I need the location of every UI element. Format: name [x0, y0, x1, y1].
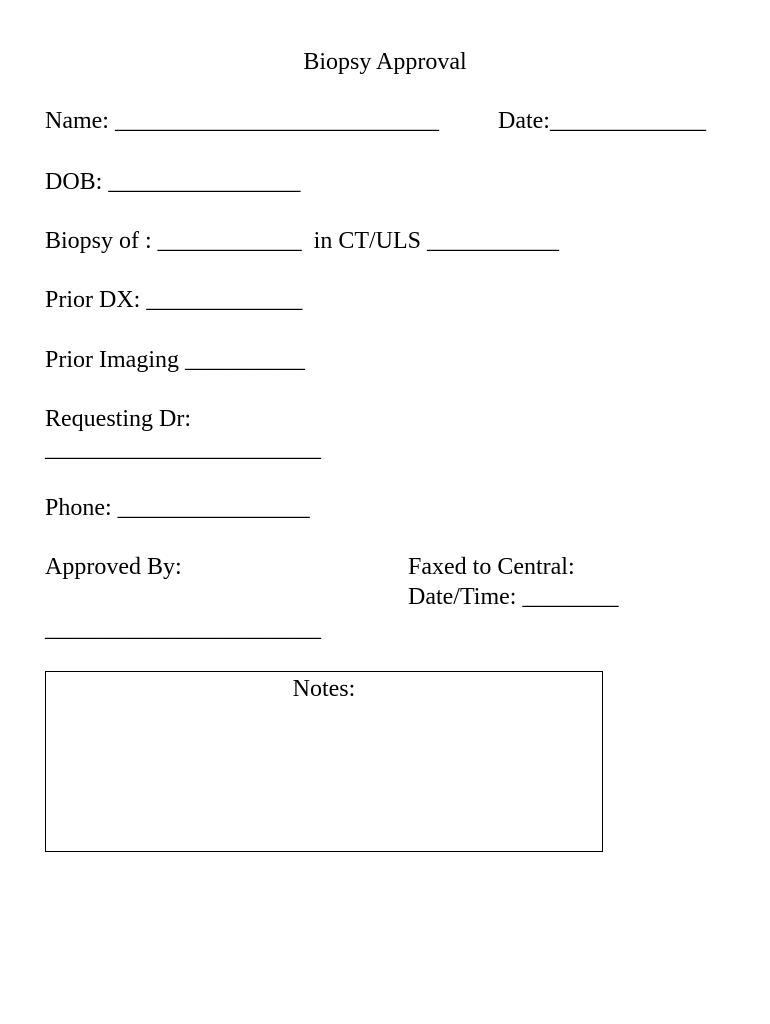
phone-field[interactable]: Phone: ________________ [45, 495, 310, 521]
faxed-to-central-label: Faxed to Central: [408, 554, 575, 580]
notes-label: Notes: [292, 676, 356, 702]
name-field[interactable]: Name: ___________________________ [45, 108, 439, 134]
dob-field[interactable]: DOB: ________________ [45, 169, 301, 195]
notes-box[interactable] [45, 671, 603, 852]
biopsy-of-field[interactable]: Biopsy of : ____________ in CT/ULS ___________ [45, 228, 560, 254]
prior-imaging-field[interactable]: Prior Imaging __________ [45, 347, 305, 373]
approved-by-line[interactable]: _______________________ [45, 616, 321, 642]
date-time-field[interactable]: Date/Time: ________ [408, 584, 619, 610]
page-title: Biopsy Approval [303, 49, 467, 75]
date-field[interactable]: Date:_____________ [498, 108, 706, 134]
requesting-dr-line[interactable]: _______________________ [45, 436, 321, 462]
requesting-dr-label: Requesting Dr: [45, 406, 191, 432]
approved-by-label: Approved By: [45, 554, 182, 580]
prior-dx-field[interactable]: Prior DX: _____________ [45, 287, 303, 313]
